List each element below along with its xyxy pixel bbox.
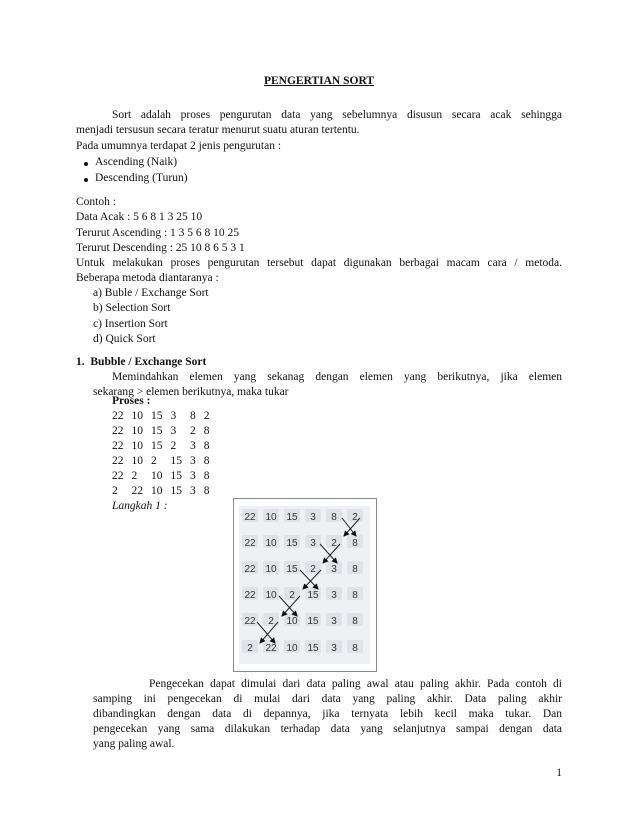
proses-row <box>112 439 218 454</box>
figure-cell: 8 <box>331 512 337 523</box>
proses-cell: 15 <box>151 425 163 437</box>
section-heading: 1. Bubble / Exchange Sort <box>76 356 207 368</box>
figure-cell: 10 <box>265 590 277 601</box>
proses-row <box>112 409 218 424</box>
contoh-heading: Contoh : <box>76 196 116 208</box>
method-item: d) Quick Sort <box>93 333 156 345</box>
figure-cell: 3 <box>331 564 337 575</box>
proses-cell: 22 <box>112 410 124 422</box>
section-desc-line-1: Memindahkan elemen yang sekanag dengan elemen yang berikutnya, jika elemen <box>112 371 562 383</box>
page-number: 1 <box>556 767 562 779</box>
data-acak: Data Acak : 5 6 8 1 3 25 10 <box>76 211 203 223</box>
figure-cell: 15 <box>307 643 319 654</box>
figure-cell: 8 <box>352 643 358 654</box>
figure-cell: 10 <box>265 538 277 549</box>
figure-cell: 22 <box>244 512 256 523</box>
proses-row <box>112 469 218 484</box>
figure-cell: 8 <box>352 616 358 627</box>
figure-cell: 10 <box>286 616 298 627</box>
figure-cell: 22 <box>265 643 277 654</box>
proses-table <box>112 409 218 499</box>
proses-cell: 3 <box>190 455 196 467</box>
bullet-item: Ascending (Naik) <box>95 156 178 168</box>
figure-cell: 22 <box>244 564 256 575</box>
figure-cell: 10 <box>265 512 277 523</box>
figure-cell: 15 <box>286 538 298 549</box>
section-desc-line-2: sekarang > elemen berikutnya, maka tukar <box>93 386 289 398</box>
bubble-sort-figure <box>233 498 377 672</box>
proses-cell: 10 <box>131 410 143 422</box>
proses-cell: 8 <box>203 455 210 467</box>
para-line-4: pengecekan yang sama dilakukan terhadap data yang selanjutnya sampai dengan data <box>93 723 562 735</box>
figure-cell: 2 <box>331 538 337 549</box>
proses-cell: 22 <box>112 440 124 452</box>
proses-cell: 15 <box>170 485 182 497</box>
figure-cell: 15 <box>307 616 319 627</box>
proses-cell: 10 <box>151 485 163 497</box>
proses-cell: 15 <box>170 455 182 467</box>
proses-cell: 22 <box>112 425 124 437</box>
proses-cell: 2 <box>203 410 210 422</box>
proses-cell: 3 <box>190 470 196 482</box>
terurut-descending: Terurut Descending : 25 10 8 6 5 3 1 <box>76 242 245 254</box>
proses-label: Proses : <box>112 395 151 407</box>
para-line-2: samping ini pengecekan di mulai dari data yang paling akhir. Data paling akhir <box>93 693 562 705</box>
proses-cell: 15 <box>151 410 163 422</box>
para-line-3: dibandingkan dengan data di depannya, jika ternyata lebih kecil maka tukar. Dan <box>93 708 562 720</box>
figure-cell: 2 <box>352 512 358 523</box>
figure-cell: 2 <box>310 564 316 575</box>
figure-cell: 2 <box>268 616 274 627</box>
proses-cell: 3 <box>190 485 196 497</box>
intro-line-1: Sort adalah proses pengurutan data yang sebelumnya disusun secara acak sehingga <box>112 109 562 121</box>
proses-cell: 2 <box>112 485 118 497</box>
figure-cell: 15 <box>286 512 298 523</box>
figure-cell: 22 <box>244 538 256 549</box>
figure-cell: 10 <box>265 564 277 575</box>
proses-cell: 22 <box>112 455 124 467</box>
intro-line-3: Pada umumnya terdapat 2 jenis pengurutan : <box>76 140 282 152</box>
proses-row <box>112 484 218 499</box>
metode-line-2: Beberapa metoda diantaranya : <box>76 272 219 284</box>
proses-cell: 10 <box>131 455 143 467</box>
intro-line-2: menjadi tersusun secara teratur menurut suatu aturan tertentu. <box>76 124 360 136</box>
figure-cell: 3 <box>310 512 316 523</box>
figure-cell: 10 <box>286 643 298 654</box>
figure-cell: 8 <box>352 538 358 549</box>
proses-cell: 8 <box>203 440 210 452</box>
proses-cell: 2 <box>151 455 157 467</box>
figure-cell: 15 <box>307 590 319 601</box>
proses-cell: 2 <box>170 440 177 452</box>
method-item: c) Insertion Sort <box>93 318 168 330</box>
proses-cell: 15 <box>151 440 163 452</box>
proses-cell: 8 <box>203 425 210 437</box>
proses-cell: 22 <box>112 470 124 482</box>
proses-cell: 10 <box>151 470 163 482</box>
figure-cell: 2 <box>247 643 253 654</box>
figure-grid <box>239 506 370 664</box>
figure-cell: 22 <box>244 590 256 601</box>
langkah-label: Langkah 1 : <box>112 500 168 512</box>
figure-cell: 3 <box>310 538 316 549</box>
terurut-ascending: Terurut Ascending : 1 3 5 6 8 10 25 <box>76 227 240 239</box>
metode-line-1: Untuk melakukan proses pengurutan tersebut dapat digunakan berbagai macam cara / metoda. <box>76 257 562 269</box>
proses-cell: 8 <box>203 485 210 497</box>
proses-row <box>112 424 218 439</box>
method-item: a) Buble / Exchange Sort <box>93 287 209 299</box>
figure-cell: 3 <box>331 590 337 601</box>
figure-cell: 3 <box>331 643 337 654</box>
bullet-dot-icon <box>84 162 88 166</box>
figure-cell: 8 <box>352 564 358 575</box>
figure-cell: 2 <box>289 590 295 601</box>
proses-cell: 8 <box>203 470 210 482</box>
proses-row <box>112 454 218 469</box>
proses-cell: 3 <box>190 440 196 452</box>
proses-cell: 15 <box>170 470 182 482</box>
para-line-5: yang paling awal. <box>93 738 175 750</box>
bullet-dot-icon <box>84 178 88 182</box>
proses-cell: 2 <box>131 470 138 482</box>
bullet-item: Descending (Turun) <box>95 172 188 184</box>
figure-cell: 3 <box>331 616 337 627</box>
proses-cell: 10 <box>131 425 143 437</box>
proses-cell: 3 <box>170 425 177 437</box>
figure-cell: 22 <box>244 616 256 627</box>
proses-cell: 2 <box>190 425 196 437</box>
proses-cell: 22 <box>131 485 143 497</box>
para-line-1: Pengecekan dapat dimulai dari data paling awal atau paling akhir. Pada contoh di <box>149 678 562 690</box>
proses-cell: 8 <box>190 410 196 422</box>
page-title: PENGERTIAN SORT <box>263 75 375 87</box>
proses-cell: 10 <box>131 440 143 452</box>
figure-cell: 15 <box>286 564 298 575</box>
figure-cell: 8 <box>352 590 358 601</box>
method-item: b) Selection Sort <box>93 302 171 314</box>
proses-cell: 3 <box>170 410 177 422</box>
